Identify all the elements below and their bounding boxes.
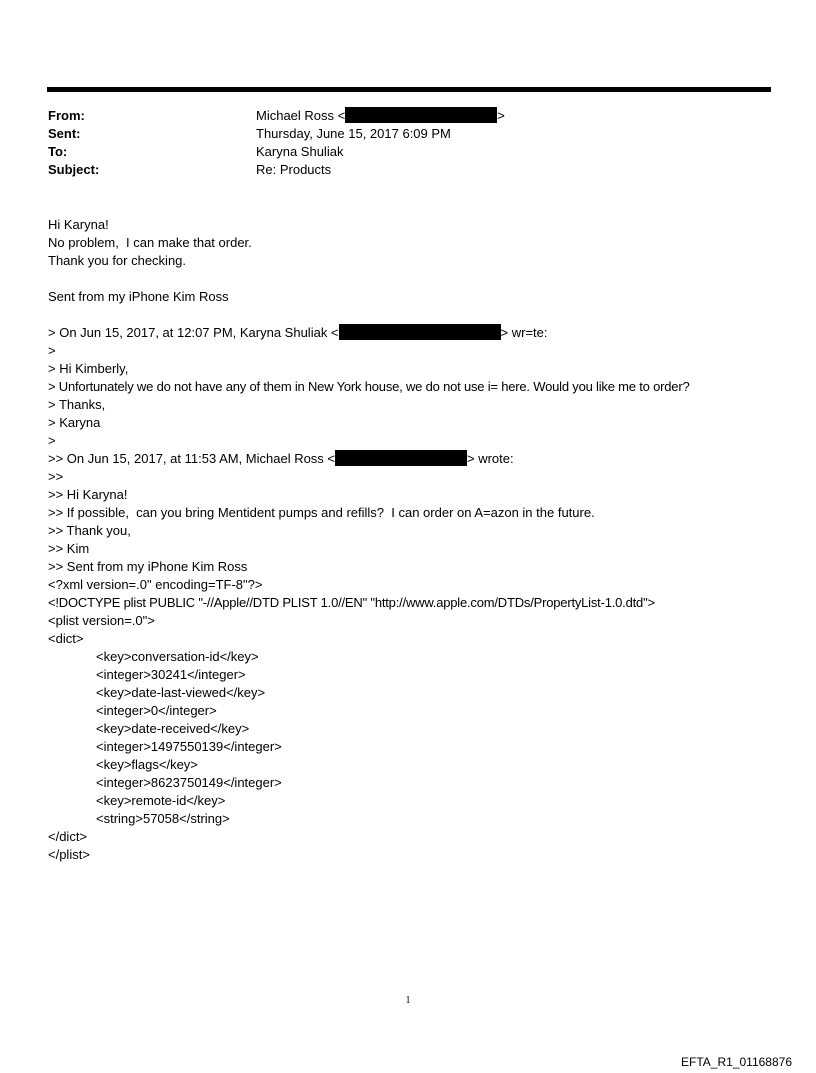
quote-line: > Thanks,: [48, 397, 106, 412]
header-rule: [47, 87, 771, 92]
nested-quote-line: >> Thank you,: [48, 523, 131, 538]
xml-line: <key>remote-id</key>: [96, 793, 226, 808]
from-name: Michael Ross <: [256, 108, 346, 123]
sent-value: Thursday, June 15, 2017 6:09 PM: [256, 126, 451, 141]
page-number: 1: [405, 995, 411, 1006]
email-header: [48, 107, 748, 187]
to-value: Karyna Shuliak: [256, 144, 344, 159]
xml-line: <integer>1497550139</integer>: [96, 739, 282, 754]
xml-line: </plist>: [48, 847, 90, 862]
email-body: [48, 216, 788, 864]
redaction-box: [335, 450, 467, 466]
xml-line: <plist version=.0">: [48, 613, 155, 628]
xml-line: <integer>0</integer>: [96, 703, 217, 718]
nested-quote-line: >> Sent from my iPhone Kim Ross: [48, 559, 248, 574]
redaction-box: [345, 107, 497, 123]
quote-line: > Unfortunately we do not have any of them in New York house, we do not use i= here. Would you like me to order?: [48, 379, 690, 394]
quote-header: [48, 324, 788, 342]
sent-label: Sent:: [48, 126, 81, 141]
from-close: >: [497, 108, 505, 123]
from-value: [256, 107, 505, 125]
quote-line: >: [48, 433, 56, 448]
bates-number: EFTA_R1_01168876: [681, 1055, 792, 1069]
quote-line: > Hi Kimberly,: [48, 361, 129, 376]
body-line: Thank you for checking.: [48, 253, 187, 268]
subject-value: Re: Products: [256, 162, 332, 177]
quote-header-end: > wr=te:: [500, 325, 548, 340]
blank-line: [48, 270, 788, 288]
xml-line: <key>conversation-id</key>: [96, 649, 259, 664]
xml-line: <integer>30241</integer>: [96, 667, 246, 682]
to-label: To:: [48, 144, 68, 159]
redaction-box: [339, 324, 501, 340]
xml-line: <key>date-received</key>: [96, 721, 250, 736]
nested-quote-header-end: > wrote:: [467, 451, 514, 466]
quote-line: >: [48, 343, 56, 358]
blank-line: [48, 306, 788, 324]
xml-line: <dict>: [48, 631, 84, 646]
quote-header-text: > On Jun 15, 2017, at 12:07 PM, Karyna Shuliak <: [48, 325, 339, 340]
xml-line: <!DOCTYPE plist PUBLIC "-//Apple//DTD PLIST 1.0//EN" "http://www.apple.com/DTDs/PropertyList-1.0.dtd">: [48, 595, 655, 610]
xml-line: <?xml version=.0" encoding=TF-8"?>: [48, 577, 263, 592]
nested-quote-line: >> Kim: [48, 541, 90, 556]
quote-line: > Karyna: [48, 415, 101, 430]
xml-line: <key>date-last-viewed</key>: [96, 685, 266, 700]
from-label: From:: [48, 108, 85, 123]
body-line: Hi Karyna!: [48, 217, 109, 232]
xml-line: </dict>: [48, 829, 88, 844]
nested-quote-header-text: >> On Jun 15, 2017, at 11:53 AM, Michael Ross <: [48, 451, 336, 466]
nested-quote-line: >> Hi Karyna!: [48, 487, 128, 502]
nested-quote-line: >> If possible, can you bring Mentident pumps and refills? I can order on A=azon in the future.: [48, 505, 595, 520]
signature-line: Sent from my iPhone Kim Ross: [48, 289, 229, 304]
xml-line: <integer>8623750149</integer>: [96, 775, 282, 790]
nested-quote-header: [48, 450, 788, 468]
xml-line: <key>flags</key>: [96, 757, 198, 772]
xml-line: <string>57058</string>: [96, 811, 230, 826]
nested-quote-line: >>: [48, 469, 64, 484]
body-line: No problem, I can make that order.: [48, 235, 252, 250]
subject-label: Subject:: [48, 162, 100, 177]
